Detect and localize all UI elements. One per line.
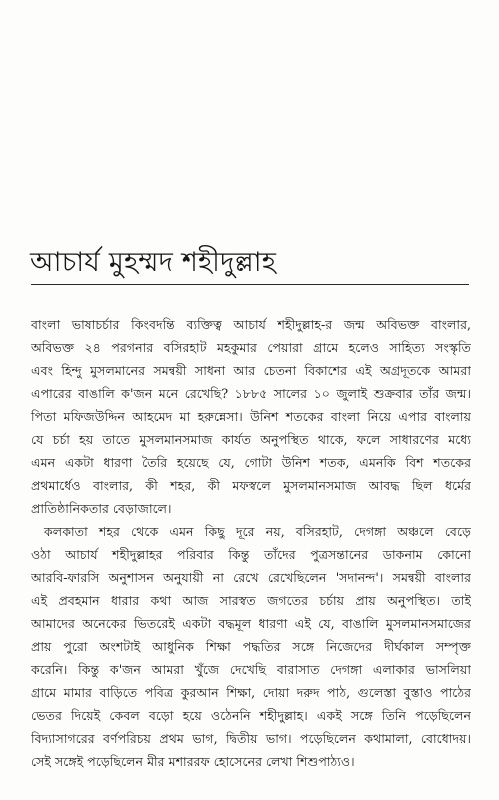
paragraph-1-line-8: প্রথমার্ধেও বাংলার, কী শহর, কী মফস্বলে মুসলমানসমাজ আবদ্ধ ছিল ধর্মের	[31, 478, 471, 493]
paragraph-1-line-6: যে চর্চা হয় তাতে মুসলমানসমাজ কার্যত অনুপস্থিত থাকে, ফলে সাধারণের মধ্যে	[31, 432, 471, 447]
paragraph-1-line-4: এপারের বাঙালি ক'জন মনে রেখেছি? ১৮৮৫ সালের ১০ জুলাই শুক্রবার তাঁর জন্ম।	[31, 386, 471, 401]
paragraph-1-line-2: অবিভক্ত ২৪ পরগনার বসিরহাট মহকুমার পেয়ারা গ্রামে হলেও সাহিত্য সংস্কৃতি	[31, 340, 471, 355]
paragraph-2-line-7: করেনি। কিন্তু ক'জন আমরা খুঁজে দেখেছি বারাসাত দেগঙ্গা এলাকার ভাসলিয়া	[31, 662, 471, 677]
title-underline	[31, 284, 469, 285]
paragraph-2-line-1: কলকাতা শহর থেকে এমন কিছু দূরে নয়, বসিরহাট, দেগঙ্গা অঞ্চলে বেড়ে	[44, 524, 471, 539]
paragraph-2-line-9: ভেতর দিয়েই কেবল বড়ো হয়ে ওঠেননি শহীদুল্লাহ। একই সঙ্গে তিনি পড়েছিলেন	[31, 708, 471, 723]
paragraph-1-line-9: প্রাতিষ্ঠানিকতার বেড়াজালে।	[31, 501, 172, 516]
paragraph-1-line-3: এবং হিন্দু মুসলমানের সমন্বয়ী সাধনা আর চেতনা বিকাশের এই অগ্রদূতকে আমরা	[31, 363, 471, 378]
paragraph-1-line-7: এমন একটা ধারণা তৈরি হয়েছে যে, গোটা উনিশ শতক, এমনকি বিশ শতকের	[31, 455, 471, 470]
paragraph-2-line-6: প্রায় পুরো অংশটাই আধুনিক শিক্ষা পদ্ধতির সঙ্গে নিজেদের দীর্ঘকাল সম্পৃক্ত	[31, 639, 471, 654]
paragraph-1-line-5: পিতা মফিজউদ্দিন আহমেদ মা হরুন্নেসা। উনিশ শতকের বাংলা নিয়ে এপার বাংলায়	[31, 409, 471, 424]
paragraph-2-line-4: এই প্রবহমান ধারার কথা আজ সারস্বত জগতের চর্চায় প্রায় অনুপস্থিত। তাই	[31, 593, 471, 608]
paragraph-1-line-1: বাংলা ভাষাচর্চার কিংবদন্তি ব্যক্তিত্ব আচার্য শহীদুল্লাহ-র জন্ম অবিভক্ত বাংলার,	[31, 317, 471, 332]
paragraph-2-line-5: আমাদের অনেকের ভিতরেই একটা বদ্ধমূল ধারণা এই যে, বাঙালি মুসলমানসমাজের	[31, 616, 471, 631]
paragraph-2-line-2: ওঠা আচার্য শহীদুল্লাহর পরিবার কিন্তু তাঁদের পুত্রসন্তানের ডাকনাম কোনো	[31, 547, 471, 562]
body-text	[31, 313, 471, 773]
paragraph-2-line-3: আরবি-ফারসি অনুশাসন অনুযায়ী না রেখে রেখেছিলেন 'সদানন্দ'। সমন্বয়ী বাংলার	[31, 570, 471, 585]
paragraph-2-line-10: বিদ্যাসাগরের বর্ণপরিচয় প্রথম ভাগ, দ্বিতীয় ভাগ। পড়েছিলেন কথামালা, বোধোদয়।	[31, 731, 471, 746]
chapter-title: আচার্য মুহম্মদ শহীদুল্লাহ	[30, 247, 277, 278]
paragraph-2-line-11: সেই সঙ্গেই পড়েছিলেন মীর মশাররফ হোসেনের লেখা শিশুপাঠ্যও।	[31, 754, 355, 769]
paragraph-2-line-8: গ্রামে মামার বাড়িতে পবিত্র কুরআন শিক্ষা, দোয়া দরুদ পাঠ, গুলেস্তা বুস্তাও পাঠের	[31, 685, 471, 700]
